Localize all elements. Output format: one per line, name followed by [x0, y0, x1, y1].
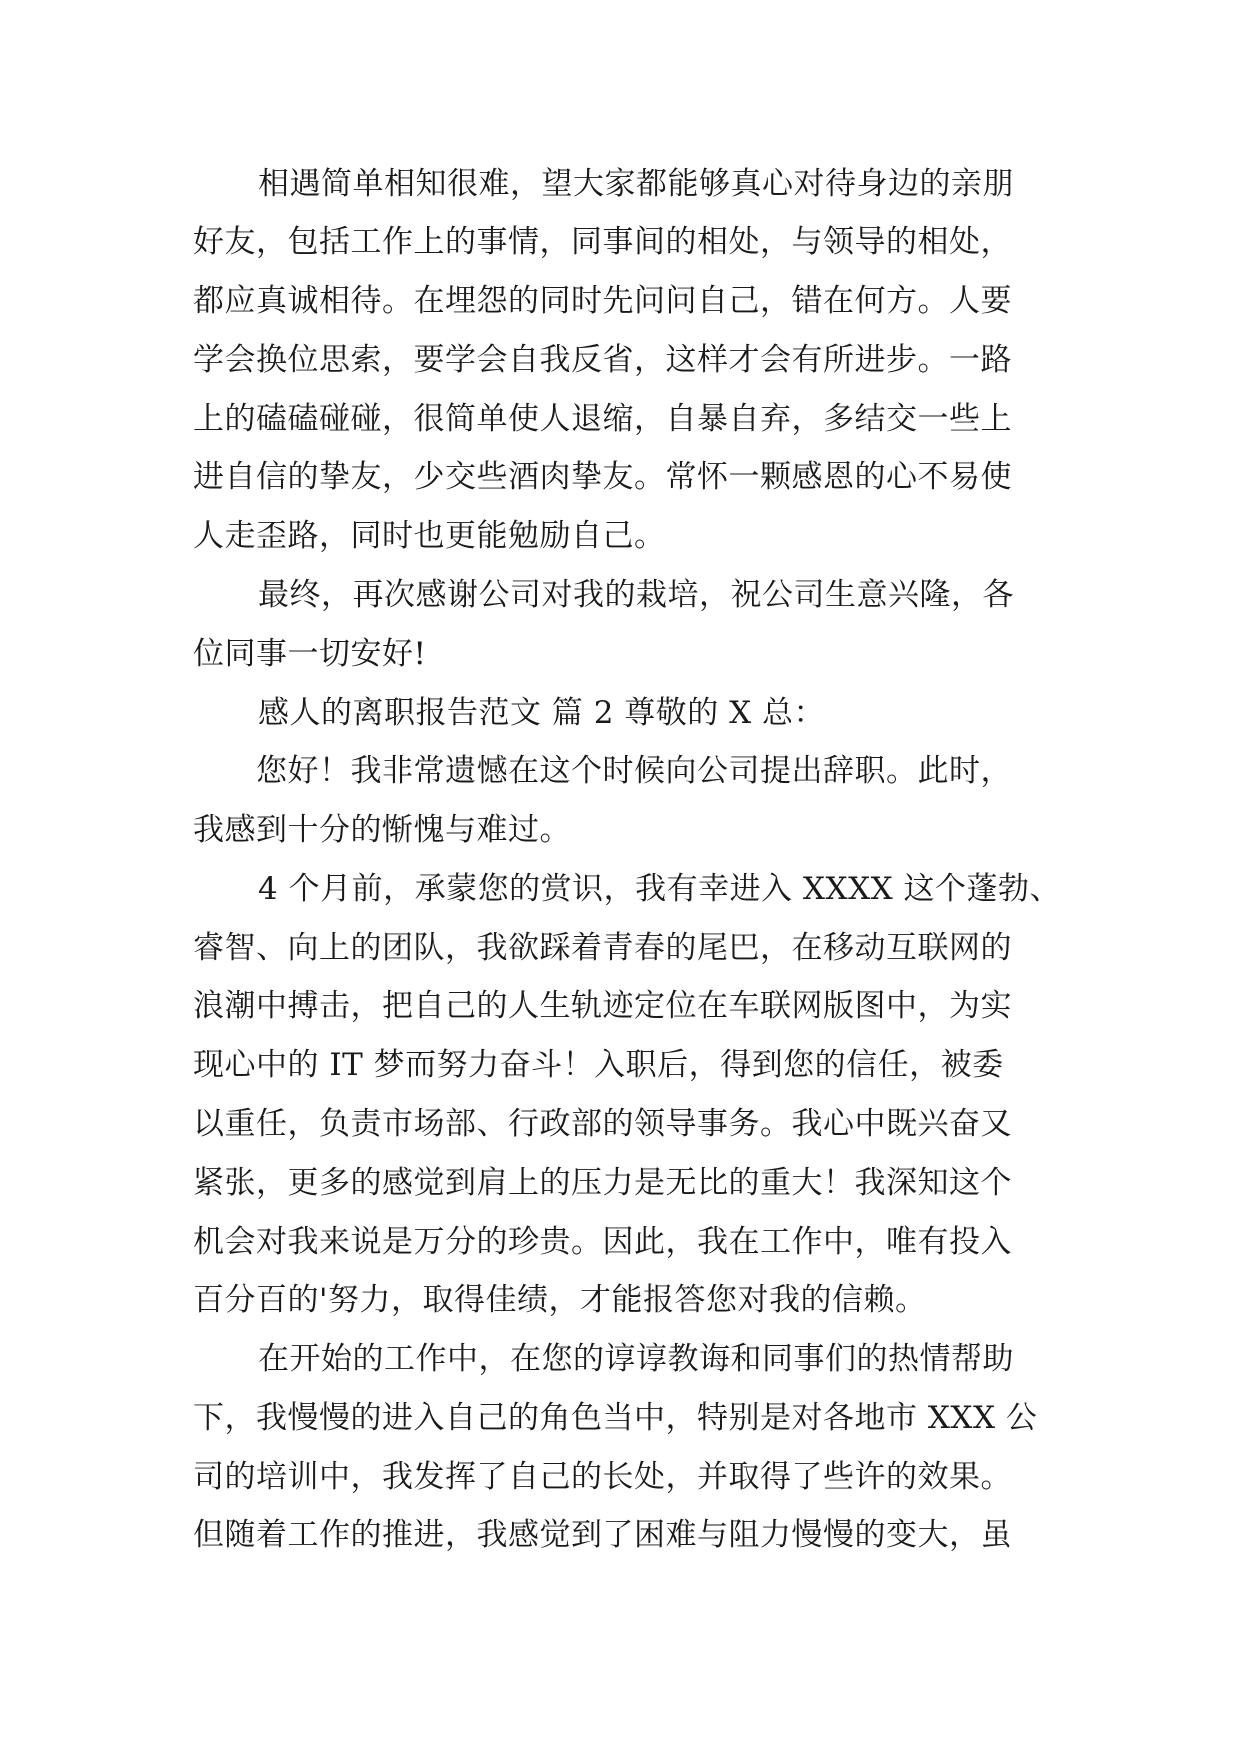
- paragraph-line: 人走歪路，同时也更能勉励自己。: [193, 518, 666, 554]
- paragraph-line: 您好！我非常遗憾在这个时候向公司提出辞职。此时，: [256, 753, 1012, 789]
- paragraph-line: 下，我慢慢的进入自己的角色当中，特别是对各地市 XXX 公: [193, 1400, 1038, 1436]
- paragraph-line: 睿智、向上的团队，我欲踩着青春的尾巴，在移动互联网的: [193, 930, 1012, 966]
- paragraph-line: 但随着工作的推进，我感觉到了困难与阻力慢慢的变大，虽: [193, 1517, 1012, 1553]
- paragraph-line: 现心中的 IT 梦而努力奋斗！入职后，得到您的信任，被委: [193, 1047, 1004, 1083]
- paragraph-line: 学会换位思索，要学会自我反省，这样才会有所进步。一路: [193, 342, 1012, 378]
- paragraph-line: 都应真诚相待。在埋怨的同时先问问自己，错在何方。人要: [193, 283, 1012, 319]
- paragraph-line: 相遇简单相知很难，望大家都能够真心对待身边的亲朋: [258, 166, 1014, 202]
- paragraph-line: 位同事一切安好!: [193, 636, 427, 672]
- paragraph-line: 浪潮中搏击，把自己的人生轨迹定位在车联网版图中，为实: [193, 988, 1012, 1024]
- section-heading: 感人的离职报告范文 篇 2 尊敬的 X 总：: [258, 695, 826, 731]
- paragraph-line: 在开始的工作中，在您的谆谆教诲和同事们的热情帮助: [258, 1341, 1014, 1377]
- paragraph-line: 进自信的挚友，少交些酒肉挚友。常怀一颗感恩的心不易使: [193, 459, 1012, 495]
- paragraph-line: 最终，再次感谢公司对我的栽培，祝公司生意兴隆，各: [258, 577, 1014, 613]
- paragraph-line: 紧张，更多的感觉到肩上的压力是无比的重大！我深知这个: [193, 1165, 1012, 1201]
- paragraph-line: 4 个月前，承蒙您的赏识，我有幸进入 XXXX 这个蓬勃、: [258, 871, 1062, 907]
- paragraph-line: 以重任，负责市场部、行政部的领导事务。我心中既兴奋又: [193, 1106, 1012, 1142]
- paragraph-line: 我感到十分的惭愧与难过。: [193, 812, 571, 848]
- paragraph-line: 百分百的'努力，取得佳绩，才能报答您对我的信赖。: [193, 1282, 927, 1318]
- paragraph-line: 机会对我来说是万分的珍贵。因此，我在工作中，唯有投入: [193, 1224, 1012, 1260]
- paragraph-line: 司的培训中，我发挥了自己的长处，并取得了些许的效果。: [193, 1459, 1012, 1495]
- paragraph-line: 上的磕磕碰碰，很简单使人退缩，自暴自弃，多结交一些上: [193, 401, 1012, 437]
- paragraph-line: 好友，包括工作上的事情，同事间的相处，与领导的相处，: [193, 224, 1012, 260]
